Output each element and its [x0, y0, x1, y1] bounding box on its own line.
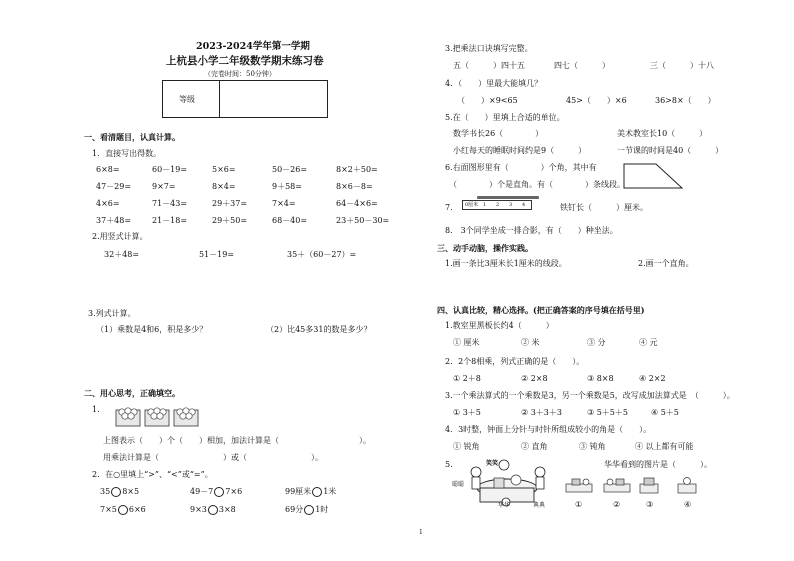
s4-q5-opt4: ④	[684, 500, 692, 509]
r-q5-l1b: 美术教室长10（ ）	[617, 129, 708, 138]
iron-nail	[477, 196, 539, 199]
s4-q5-opt1: ①	[575, 500, 583, 509]
oral-calc-item: 8×4=	[212, 182, 236, 191]
r-q7-num: 7.	[445, 203, 453, 212]
s4-q1-opt3: ③ 分	[587, 338, 606, 347]
s4-q3-title: 3.一个乘法算式的一个乘数是3，另一个乘数是5，改写成加法算式是 （ ）。	[445, 391, 735, 400]
vertical-calc-3: 35＋（60－27）=	[287, 250, 357, 259]
r-q5-l2a: 小红每天的睡眠时间约是9（ ）	[453, 146, 587, 155]
section2-title: 二、用心思考，正确填空。	[84, 388, 180, 398]
compare-circle[interactable]	[208, 505, 218, 515]
compare-item	[100, 505, 146, 515]
s4-q1-opt2: ② 米	[521, 338, 540, 347]
oral-calc-item: 71－43=	[152, 199, 188, 208]
oral-calc-item: 5×6=	[212, 165, 236, 174]
oral-calc-item: 21－18=	[152, 216, 188, 225]
s4-q2-opt2: ② 2×8	[521, 374, 548, 383]
s2-q1-line2: 用乘法计算是（ ）或（ ）。	[103, 453, 323, 462]
compare-right: 7×6	[225, 487, 243, 496]
s4-q5-question: 华华看到的图片是（ ）。	[604, 460, 712, 469]
r-q5-l2b: 一节课的时间是40（ ）	[617, 146, 724, 155]
s4-q4-opt4: ④ 以上都有可能	[635, 442, 694, 451]
ruler-image	[462, 200, 532, 210]
view-picture-4	[674, 476, 700, 496]
r-q5-title: 5.在（ ）里填上合适的单位。	[445, 113, 565, 122]
word-calc-1: （1）乘数是4和6，积是多少？	[96, 325, 208, 334]
ruler-tick-3: 3	[509, 202, 513, 208]
child-figure-top	[499, 460, 509, 470]
compare-item	[190, 487, 242, 497]
r-q3-item1: 五（ ）四十五	[453, 61, 525, 70]
oral-calc-item: 8×2＋50=	[336, 165, 378, 174]
s1-q3-title: 3.列式计算。	[88, 309, 136, 318]
compare-left: 35	[100, 487, 111, 496]
oral-calc-item: 60－19=	[152, 165, 188, 174]
s2-q1-line1: 上图表示（ ）个（ ）相加，加法计算是（ ）。	[103, 436, 371, 445]
r-q4-item3: 36>8×（ ）	[655, 96, 716, 105]
basket-2	[145, 408, 169, 426]
s4-q3-opt3: ③ 5＋5＋5	[587, 408, 628, 417]
s4-q4-opt3: ③ 钝角	[579, 442, 606, 451]
oral-calc-item: 47－29=	[96, 182, 132, 191]
oral-calc-item: 9＋58=	[272, 182, 302, 191]
compare-left: 7×5	[100, 505, 117, 514]
basket-1	[116, 408, 140, 426]
s4-q3-opt2: ② 3＋3＋3	[521, 408, 562, 417]
compare-right: 8×5	[122, 487, 140, 496]
r-q6-line1: 6.右面图形里有（ ）个角，其中有	[445, 163, 597, 172]
oral-calc-item: 8×6－8=	[336, 182, 373, 191]
word-calc-2: （2）比45多31的数是多少？	[266, 325, 372, 334]
compare-circle[interactable]	[312, 487, 322, 497]
s4-q5-opt3: ③	[646, 500, 654, 509]
view-picture-2	[600, 476, 634, 496]
r-q8-text: 8. 3个同学坐成一排合影，有（ ）种坐法。	[445, 226, 618, 235]
section3-title: 三、动手动脑，操作实践。	[437, 243, 533, 253]
s4-q3-opt4: ④ 5＋5	[651, 408, 679, 417]
compare-right: 1米	[323, 487, 337, 496]
s4-q4-opt1: ① 锐角	[453, 442, 480, 451]
child-figure-right	[535, 467, 545, 489]
s4-q4-opt2: ② 直角	[521, 442, 548, 451]
children-table-scene	[466, 458, 548, 508]
s4-q4-title: 4．3时整，钟面上分针与时针所组成较小的角是（ ）。	[445, 425, 652, 434]
oral-calc-item: 64－4×6=	[336, 199, 378, 208]
r-q5-l1a: 数学书长26（ ）	[453, 129, 544, 138]
compare-right: 1时	[315, 505, 329, 514]
compare-circle[interactable]	[111, 487, 121, 497]
ruler-tick-2: 2	[496, 202, 500, 208]
compare-left: 69分	[285, 505, 304, 514]
s4-q1-title: 1.教室里黑板长约4（ ）	[445, 321, 554, 330]
compare-right: 6×6	[128, 505, 146, 514]
oral-calc-item: 50－26=	[272, 165, 308, 174]
s3-q2: 2.画一个直角。	[638, 259, 694, 268]
oral-calc-item: 68－40=	[272, 216, 308, 225]
compare-left: 49－7	[190, 487, 214, 496]
compare-item	[285, 487, 336, 497]
compare-left: 9×3	[190, 505, 207, 514]
s2-q1-number: 1.	[92, 405, 100, 414]
compare-circle[interactable]	[214, 487, 224, 497]
s4-q1-opt1: ① 厘米	[453, 338, 480, 347]
r-q4-item2: 45>（ ）×6	[566, 96, 627, 105]
oral-calc-item: 23＋50－30=	[336, 216, 390, 225]
oral-calc-item: 29＋37=	[212, 199, 248, 208]
vertical-calc-1: 32＋48=	[104, 250, 140, 259]
grade-label: 等级	[179, 95, 195, 104]
r-q7-text: 铁钉长（ ）厘米。	[560, 203, 648, 212]
s3-q1: 1.画一条比3厘米长1厘米的线段。	[445, 259, 567, 268]
oral-calc-item: 37＋48=	[96, 216, 132, 225]
oral-calc-item: 6×8=	[96, 165, 120, 174]
compare-item	[190, 505, 236, 515]
oral-calc-item: 9×7=	[152, 182, 176, 191]
r-q3-item3: 三（ ）十八	[650, 61, 714, 70]
compare-left: 99厘米	[285, 487, 312, 496]
oral-calc-item: 29＋50=	[212, 216, 248, 225]
compare-circle[interactable]	[304, 505, 314, 515]
vertical-calc-2: 51－19=	[199, 250, 235, 259]
r-q3-title: 3.把乘法口诀填写完整。	[445, 44, 533, 53]
s4-q1-opt4: ④ 元	[639, 338, 658, 347]
ruler-tick-1: 1	[483, 202, 487, 208]
compare-item	[285, 505, 328, 515]
s4-q5-num: 5.	[445, 460, 453, 469]
view-picture-3	[636, 476, 662, 496]
s4-q3-opt1: ① 3＋5	[453, 408, 481, 417]
time-note: （完卷时间：50分钟）	[204, 70, 276, 78]
exam-title: 上杭县小学二年级数学期末练习卷	[166, 55, 324, 67]
compare-item	[100, 487, 139, 497]
s2-q2-title: 2．在○里填上“>”、“<”或“=”。	[92, 470, 213, 479]
ruler-zero-label: 0厘米	[465, 202, 479, 208]
section1-title: 一、看清题目，认真计算。	[84, 132, 180, 142]
trapezoid-figure	[622, 162, 684, 190]
s4-q2-opt4: ④ 2×2	[639, 374, 666, 383]
s4-q5-opt2: ②	[613, 500, 621, 509]
compare-right: 3×8	[218, 505, 236, 514]
child-name-xiaoxiao: 笑笑	[486, 460, 499, 467]
compare-circle[interactable]	[118, 505, 128, 515]
basket-groups-image	[114, 404, 202, 428]
r-q6-line2: （ ）个是直角。有（ ）条线段。	[449, 180, 625, 189]
s1-q1-title: 1．直接写出得数。	[92, 149, 162, 158]
r-q4-title: 4．（ ）里最大能填几？	[445, 79, 543, 88]
oral-calc-item: 4×6=	[96, 199, 120, 208]
child-figure-left	[471, 467, 481, 489]
oral-calc-item: 7×4=	[272, 199, 296, 208]
child-name-diandian: 典典	[533, 502, 546, 509]
child-name-huahua: 华华	[498, 502, 511, 509]
s4-q2-title: 2．2个8相乘，列式正确的是（ ）。	[445, 357, 585, 366]
child-name-congcong: 聪聪	[452, 481, 465, 488]
s4-q2-opt1: ① 2＋8	[453, 374, 481, 383]
r-q3-item2: 四七（ ）	[554, 61, 610, 70]
view-picture-1	[562, 476, 596, 496]
page-number: 1	[419, 529, 423, 536]
s1-q2-title: 2.用竖式计算。	[92, 232, 148, 241]
ruler-tick-4: 4	[522, 202, 526, 208]
grade-box	[162, 80, 328, 118]
r-q4-item1: （ ）×9<65	[457, 96, 518, 105]
basket-3	[174, 408, 198, 426]
section4-title: 四、认真比较，精心选择。(把正确答案的序号填在括号里)	[437, 305, 645, 315]
school-year-heading: 2023-2024学年第一学期	[196, 41, 310, 52]
s4-q2-opt3: ③ 8×8	[587, 374, 614, 383]
